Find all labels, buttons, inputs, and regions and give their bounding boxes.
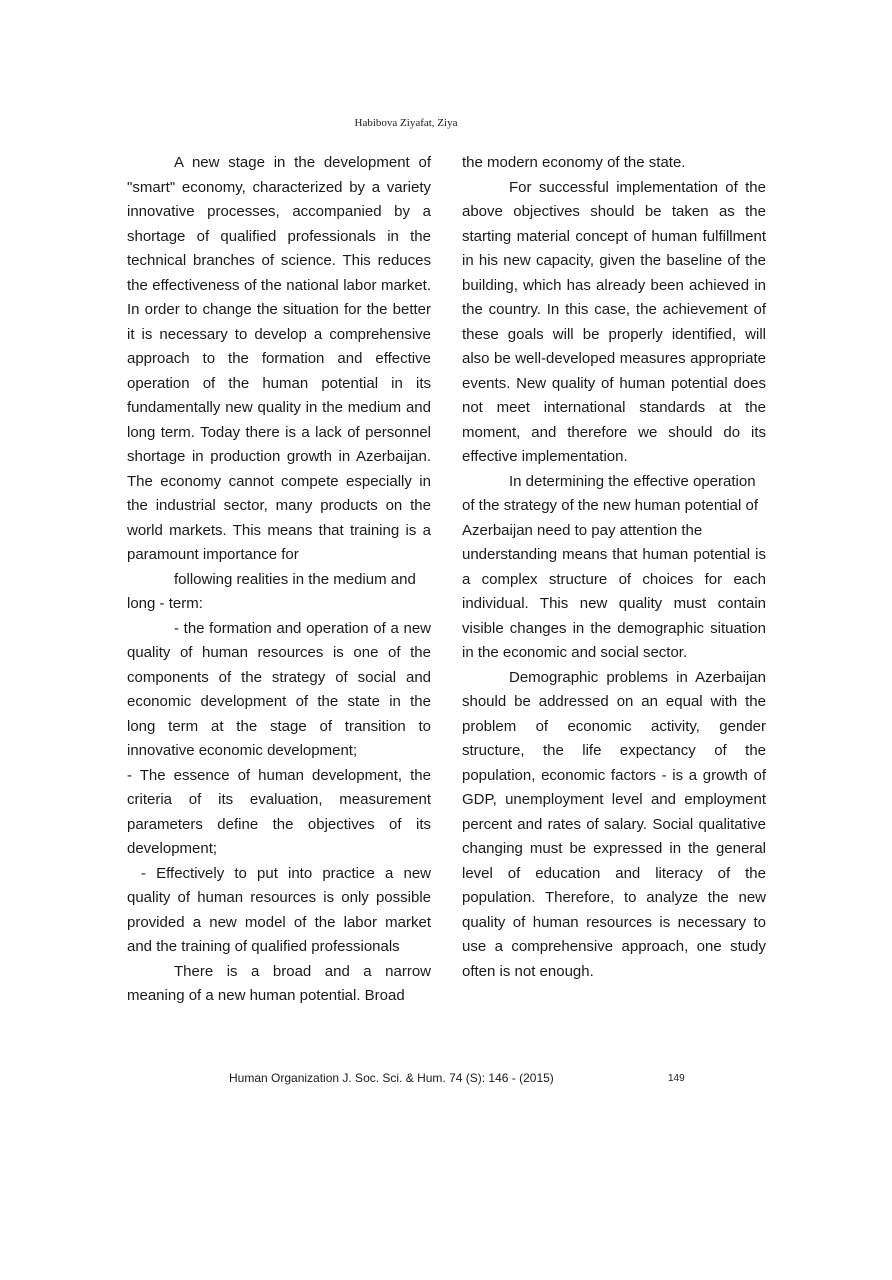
left-column: [127, 151, 431, 1009]
paragraph: In determining the effective operation of the strategy of the new human potential of Azerbaijan need to pay attention the: [462, 472, 759, 539]
list-item: - The essence of human development, the criteria of its evaluation, measurement parameters define the objectives of its development;: [127, 766, 431, 857]
paragraph: There is a broad and a narrow meaning of a new human potential. Broad: [127, 962, 431, 1004]
right-column: [462, 151, 766, 984]
footer-citation: Human Organization J. Soc. Sci. & Hum. 74 (S): 146 - (2015): [229, 1071, 554, 1085]
paragraph: following realities in the medium and long - term:: [127, 570, 416, 612]
list-item: - the formation and operation of a new quality of human resources is one of the components of the strategy of social and economic development of the state in the long term at the stage of transition to innovative economic development;: [127, 619, 431, 759]
page-number: 149: [668, 1073, 685, 1084]
list-item: - Effectively to put into practice a new quality of human resources is only possible provided a new model of the labor market and the training of qualified professionals: [127, 864, 431, 955]
paragraph: A new stage in the development of "smart" economy, characterized by a variety innovative processes, accompanied by a shortage of qualified professionals in the technical branches of science. This reduces the effectiveness of the national labor market. In order to change the situation for the better it is necessary to develop a comprehensive approach to the formation and effective operation of the human potential in its fundamentally new quality in the medium and long term. Today there is a lack of personnel shortage in production growth in Azerbaijan. The economy cannot compete especially in the industrial sector, many products on the world markets. This means that training is a paramount importance for: [127, 154, 431, 563]
paragraph: the modern economy of the state.: [462, 154, 686, 171]
paragraph: understanding means that human potential is a complex structure of choices for each individual. This new quality must contain visible changes in the demographic situation in the economic and social sector.: [462, 546, 766, 661]
running-head: Habibova Ziyafat, Ziya: [354, 117, 458, 129]
paragraph: For successful implementation of the above objectives should be taken as the starting material concept of human fulfillment in his new capacity, given the baseline of the building, which has already been achieved in the country. In this case, the achievement of these goals will be properly identified, will also be well-developed measures appropriate events. New quality of human potential does not meet international standards at the moment, and therefore we should do its effective implementation.: [462, 178, 766, 465]
paragraph: Demographic problems in Azerbaijan should be addressed on an equal with the problem of economic activity, gender structure, the life expectancy of the population, economic factors - is a growth of GDP, unemployment level and employment percent and rates of salary. Social qualitative changing must be expressed in the general level of education and literacy of the population. Therefore, to analyze the new quality of human resources is necessary to use a comprehensive approach, one study often is not enough.: [462, 668, 766, 980]
